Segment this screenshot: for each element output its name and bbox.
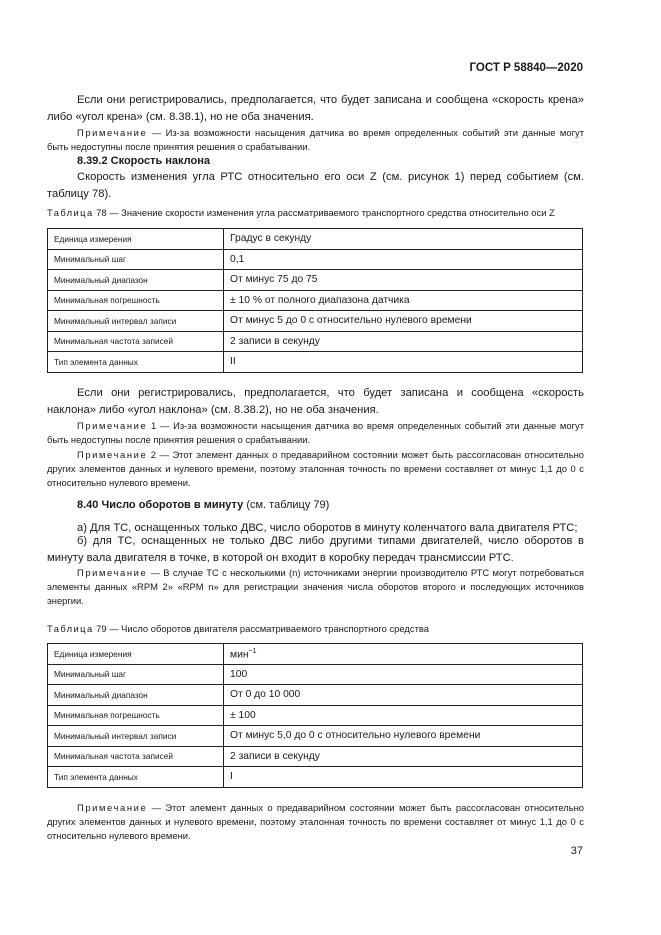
table-row: Минимальный интервал записи От минус 5,0 до 0 с относительно нулевого времени (48, 726, 583, 747)
caption-text: 79 — Число оборотов двигателя рассматриваемого транспортного средства (93, 623, 429, 634)
note-text: 1 — Из-за возможности насыщения датчика во время определенных событий эти данные могут быть недоступны после принятия решения о срабатывании. (47, 420, 584, 445)
note-label: Примечание (77, 802, 148, 813)
section-ref: (см. таблицу 79) (243, 499, 330, 511)
table-row: Минимальный диапазон От 0 до 10 000 (48, 685, 583, 706)
table-row: Минимальная погрешность ± 10 % от полного диапазона датчика (48, 290, 583, 311)
caption-label: Таблица (47, 623, 94, 634)
table-row: Минимальная погрешность ± 100 (48, 705, 583, 726)
table-row: Минимальная частота записей 2 записи в секунду (48, 746, 583, 767)
section-heading-8-39-2: 8.39.2 Скорость наклона (77, 155, 211, 167)
note-3 (47, 448, 584, 490)
paragraph-rpm-b: б) для ТС, оснащенных не только ДВС либо другими типами двигателей, число оборотов в минуту вала двигателя в точке, в которой он входит в коробку передач трансмиссии РТС. (47, 535, 584, 564)
standard-header: ГОСТ Р 58840—2020 (469, 62, 583, 74)
caption-label: Таблица (47, 207, 94, 218)
note-4 (47, 566, 584, 608)
table-row: Минимальный шаг 0,1 (48, 249, 583, 270)
table-row: Минимальный шаг 100 (48, 664, 583, 685)
table-row: Минимальная частота записей 2 записи в секунду (48, 331, 583, 352)
note-label: Примечание (77, 449, 148, 460)
table-79 (47, 643, 583, 788)
table-row: Единица измерения Градус в секунду (48, 229, 583, 250)
table-row: Тип элемента данных II (48, 352, 583, 373)
note-text: — Из-за возможности насыщения датчика во время определенных событий эти данные могут быть недоступны после принятия решения о срабатывании. (47, 127, 584, 152)
table-row: Тип элемента данных I (48, 767, 583, 788)
table-79-caption (47, 623, 584, 634)
page-number: 37 (570, 845, 583, 857)
table-row: Минимальный диапазон От минус 75 до 75 (48, 270, 583, 291)
note-label: Примечание (77, 567, 148, 578)
note-label: Примечание (77, 420, 148, 431)
paragraph-pitch-note: Если они регистрировались, предполагается, что будет записана и сообщена «скорость наклона» либо «угол наклона» (см. 8.38.2), но не оба значения. (47, 387, 584, 416)
section-title: 8.40 Число оборотов в минуту (77, 499, 244, 511)
section-heading-8-40 (47, 499, 584, 511)
note-text: — В случае ТС с несколькими (n) источниками энергии производителю РТС могут потребоваться элементы данных «RPM 2» «RPM n» для регистрации значения числа оборотов второго и последующих источников энергии. (47, 567, 584, 606)
caption-text: 78 — Значение скорости изменения угла рассматриваемого транспортного средства относительно оси Z (93, 207, 555, 218)
unit-cell: мин$^{-1}$ (224, 644, 583, 665)
table-78-caption (47, 207, 584, 218)
table-78 (47, 228, 583, 373)
table-row: Единица измерения мин$^{-1}$ (48, 644, 583, 665)
note-label: Примечание (77, 127, 148, 138)
note-text: — Этот элемент данных о предаварийном состоянии может быть рассогласован относительно других элементов данных и нулевого времени, поэтому эталонная точность по времени составляет от минус 1,1 до 0 с относительно нулевого времени. (47, 802, 584, 841)
note-2 (47, 419, 584, 447)
paragraph-rpm-a: а) Для ТС, оснащенных только ДВС, число оборотов в минуту коленчатого вала двигателя РТС; (77, 522, 578, 534)
paragraph-roll-rate: Если они регистрировались, предполагается, что будет записана и сообщена «скорость крена» либо «угол крена» (см. 8.38.1), но не оба значения. (47, 94, 584, 123)
note-text: 2 — Этот элемент данных о предаварийном состоянии может быть рассогласован относительно других элементов данных и нулевого времени, поэтому эталонная точность по времени составляет от минус 1,1 до 0 с относительно нулевого времени. (47, 449, 584, 488)
note-5 (47, 801, 584, 843)
table-row: Минимальный интервал записи От минус 5 до 0 с относительно нулевого времени (48, 311, 583, 332)
paragraph-pitch-rate: Скорость изменения угла РТС относительно его оси Z (см. рисунок 1) перед событием (см. таблицу 78). (47, 171, 584, 200)
note-1 (47, 126, 584, 154)
